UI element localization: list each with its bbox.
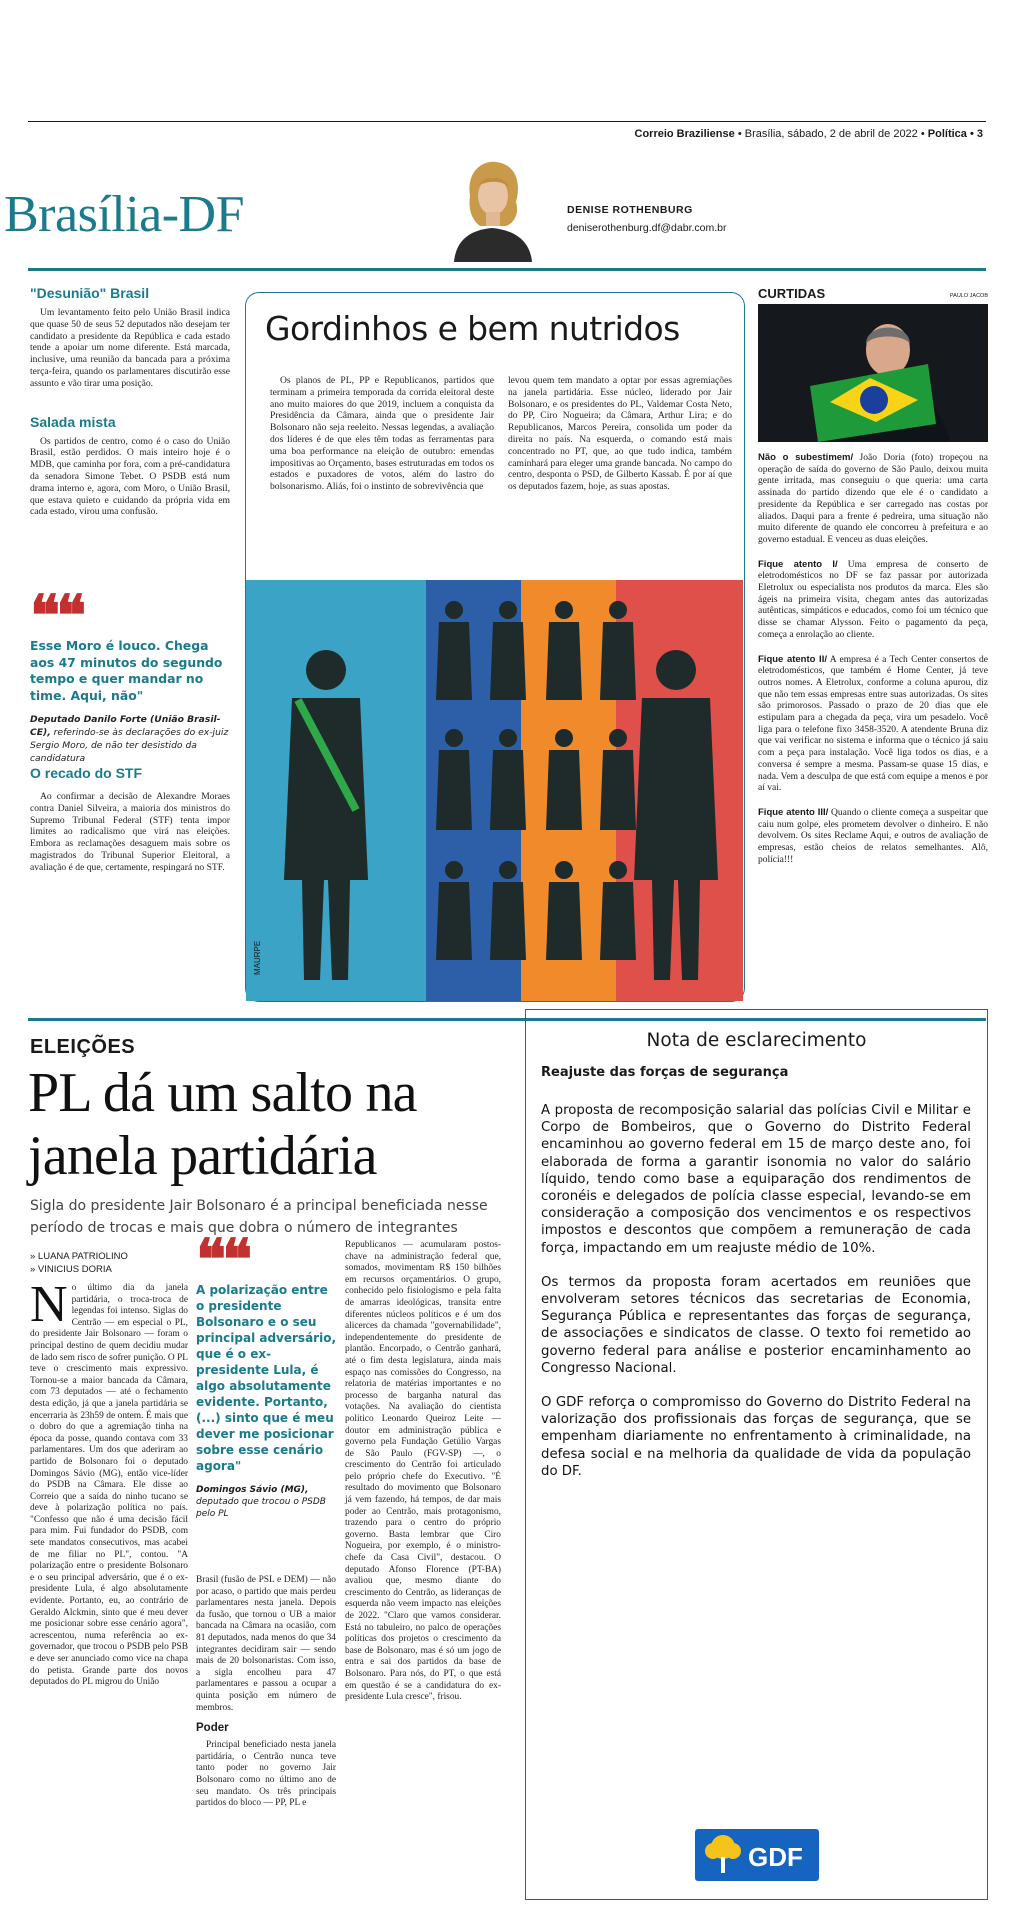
quote-marks-icon: ❝❝ bbox=[30, 583, 83, 649]
byline-1: » LUANA PATRIOLINO bbox=[30, 1251, 128, 1262]
article-quote-source-name: Domingos Sávio (MG), bbox=[196, 1485, 309, 1495]
curtida-4-text: Quando o cliente começa a suspeitar que caiu num golpe, eles prometem devolver o dinheiro. E não devolvem. Os sites Reclame Aqui, e outros de avaliação de empresas, estão cheios de relatos semelhantes. Alô, polícia!!! bbox=[758, 807, 989, 865]
article-quote-source bbox=[196, 1484, 336, 1520]
article-headline bbox=[28, 1062, 417, 1188]
curtida-1-lead: Não o subestimem/ bbox=[758, 452, 854, 463]
politicians-illustration bbox=[246, 580, 743, 1001]
feature-title: Gordinhos e bem nutridos bbox=[265, 309, 680, 348]
pull-quote-left bbox=[30, 583, 235, 766]
advert-paragraph-1: A proposta de recomposição salarial das polícias Civil e Militar e Corpo de Bombeiros, que o Governo do Distrito Federal encaminhou ao governo federal em 15 de março deste ano, foi elaborada de forma a garantir isonomia no valor do salário líquido, tendo como base a equiparação dos rendimentos de coronéis e delegados de polícia classe especial, levando-se em consideração a composição dos vencimentos e os respectivos impostos e descontos que compõem a remuneração de cada força, impactando em um reajuste médio de 10%. bbox=[541, 1103, 971, 1256]
curtida-1 bbox=[758, 452, 988, 547]
right-column bbox=[758, 286, 988, 867]
left-column bbox=[30, 285, 230, 518]
note-title-stf: O recado do STF bbox=[30, 765, 143, 781]
header-rule bbox=[28, 121, 986, 122]
columnist-name: DENISE ROTHENBURG bbox=[567, 204, 693, 216]
page-header bbox=[635, 128, 984, 140]
note-text-stf: Ao confirmar a decisão de Alexandre Moraes contra Daniel Silveira, a maioria dos ministros do Supremo Tribunal Federal (STF) tenta impor limites ao radicalismo que virá nas eleições. Embora as reclamações desaguem mais sobre os magistrados do Tribunal Superior Eleitoral, a avaliação é de que, certamente, respingará no STF. bbox=[30, 791, 230, 873]
article-col-2-text: Brasil (fusão de PSL e DEM) — não por acaso, o partido que mais perdeu parlamentares nesta janela. Depois da fusão, que tornou o UB a maior bancada na Câmara na ocasião, com 81 deputados, nada menos do que 34 integrantes decidiram sair — sendo mais de 20 bolsonaristas. Com isso, a sigla encolheu para 47 parlamentares e passou a ocupar a quinta posição em número de membros. bbox=[196, 1575, 336, 1713]
curtida-2-lead: Fique atento I/ bbox=[758, 558, 838, 570]
quote-source-desc: referindo-se às declarações do ex-juiz Sergio Moro, de não ter desistido da candidatura bbox=[30, 727, 229, 764]
article-col-1-text: o último dia da janela partidária, o troca-troca de legendas foi intenso. Siglas do Centrão — em especial o PL, do presidente Jair Bolsonaro — foram o principal destino de quem decidiu mudar de lado sem risco de sofrer punição. O PL teve o crescimento mais expressivo. Tornou-se a maior bancada da Câmara, com 73 deputados — até o fechamento desta edição, já que a janela partidária se encerraria às 23h59 de ontem. É mais que o dobro do que a agremiação tinha na época da posse, quando contava com 33 parlamentares. Um dos que aderiram ao partido de Bolsonaro foi o deputado Domingos Sávio (MG), então vice-líder do PSDB na Câmara. Ele disse ao Correio que a saída do ninho tucano se deve à polarização política no país. "Confesso que não é uma decisão fácil para mim. Fui fundador do PSDB, com sete mandatos consecutivos, mas acabei de me filiar no PL", contou. "A polarização entre o presidente Bolsonaro e o seu principal adversário, que é o ex-presidente Lula, é algo absolutamente evidente. Portanto, eu, ao contrário de Geraldo Alckmin, sinto que é meu dever me posicionar sobre esse cenário agora", acrescentou, numa referência ao ex-governador, que trocou o PSDB pelo PSB e deve ser anunciado como vice na chapa do petista. Grande parte dos novos deputados do PL migrou do União bbox=[30, 1283, 188, 1688]
doria-photo bbox=[758, 304, 988, 442]
article-deck: Sigla do presidente Jair Bolsonaro é a principal beneficiada nesse período de trocas e mais que dobra o número de integrantes bbox=[30, 1198, 488, 1236]
columnist-info bbox=[567, 204, 727, 234]
feature-text bbox=[270, 375, 732, 595]
newspaper-name: Correio Braziliense bbox=[634, 128, 735, 140]
column-title: Brasília-DF bbox=[4, 186, 245, 243]
page-number: • 3 bbox=[969, 128, 983, 140]
feature-col-1: Os planos de PL, PP e Republicanos, partidos que terminam a primeira temporada da corrida eleitoral deste ano muito maiores do que 2019, incluem a conquista da Presidência da Câmara, ainda que o presidente Jair Bolsonaro não seja reeleito. Nessas legendas, a avaliação dos líderes é de que eles têm todas as ferramentas para uma boa performance na eleição de outubro: emendas impositivas ao Orçamento, bases estruturadas em todos os estados e puxadores de votos, além do lastro do bolsonarismo. Aliás, foi o instinto de sobrevivência que bbox=[270, 375, 494, 493]
columnist-photo bbox=[440, 150, 545, 262]
section-name: Política bbox=[927, 128, 967, 140]
curtida-2 bbox=[758, 559, 988, 642]
curtida-4 bbox=[758, 807, 988, 867]
columnist-email[interactable]: deniserothenburg.df@dabr.com.br bbox=[567, 222, 727, 234]
article-col-1 bbox=[30, 1276, 188, 1689]
headline-line-2: janela partidária bbox=[28, 1125, 377, 1187]
article-quote-source-desc: deputado que trocou o PSDB pelo PL bbox=[196, 1497, 326, 1519]
curtidas-title: CURTIDAS bbox=[758, 286, 826, 301]
curtida-3-text: A empresa é a Tech Center consertos de eletrodomésticos, que também é Home Center, já teve outros nomes. A Eletrolux, conforme a coluna apurou, diz que não tem essas empresas entre suas autorizadas. Os sites são primorosos. Passado o prazo de 20 dias que ele estipulam para a chegada da peça, vira um pesadelo. Você liga para o telefone fixo 3458-3520. A atendente Bruna diz que vai verificar no sistema e informa que o técnico já saiu com a peça para instalação. Você liga todos os dias, e a conversa é sempre a mesma. Passam-se quase 15 dias, e nada. Vem a desculpa de que está com equipe a menos e por aí vai. bbox=[758, 654, 988, 794]
dropcap: N bbox=[30, 1276, 68, 1333]
quote-source-name: Deputado Danilo Forte (União Brasil-CE), bbox=[30, 714, 221, 739]
article-bylines bbox=[30, 1250, 128, 1276]
curtida-4-lead: Fique atento III/ bbox=[758, 806, 829, 818]
article-kicker: ELEIÇÕES bbox=[30, 1036, 136, 1058]
feature-col-2: levou quem tem mandato a optar por essas agremiações na janela partidária. Esse núcleo, liderado por Jair Bolsonaro, e os presidentes do PL, Valdemar Costa Neto, do PP, Ciro Nogueira; da Câmara, Arthur Lira; e do Republicanos, Marcos Pereira, consolida um poder da direita no país. Na esquerda, o comando está mais concentrado no PT, que, ao que tudo indica, também caminhará para eleger uma grande bancada. No campo do centro, desponta o PSD, de Gilberto Kassab. É por aí que os deputados fazem, hoje, as suas apostas. bbox=[508, 375, 732, 493]
article-subhead: Poder bbox=[196, 1722, 229, 1735]
illustrator-credit: MAURPE bbox=[253, 940, 262, 975]
photo-credit: PAULO JACOB bbox=[949, 293, 988, 299]
ipe-tree-icon bbox=[701, 1831, 745, 1879]
curtida-2-text: Uma empresa de conserto de eletrodomésticos no DF se faz passar por autorizada Eletrolux ou especialista nos produtos da marca. Eles são ágeis na primeira visita, chegam antes das autorizadas autênticas, simpáticos e educados, como foi um técnico que disse se chamar Alysson. Feito o pagamento da peça, começa a enrolação ao cliente. bbox=[758, 559, 989, 640]
note-title-desuniao: "Desunião" Brasil bbox=[30, 285, 150, 301]
column-rule bbox=[28, 268, 986, 271]
byline-2: » VINICIUS DORIA bbox=[30, 1264, 112, 1275]
advert-paragraph-2: Os termos da proposta foram acertados em reuniões que envolveram setores técnicos das secretarias de Economia, Segurança Pública e representantes das forças de segurança, de associações e sindicatos de classe. O texto foi remetido ao governo federal para análise e posterior encaminhamento ao Congresso Nacional. bbox=[541, 1274, 971, 1376]
curtida-1-text: João Doria (foto) tropeçou na operação de saída do governo de São Paulo, deixou muita gente irritada, mas conseguiu o que queria: uma carta assinada do partido dizendo que ele é o candidato a presidente da República e ser carregado nas costas por aliados. Daqui para a frente é pedreira, uma situação não muito diferente de quando ele concorreu à prefeitura e ao governo estadual. E venceu as duas eleições. bbox=[758, 453, 988, 545]
note-title-salada: Salada mista bbox=[30, 413, 116, 430]
curtida-3-lead: Fique atento II/ bbox=[758, 653, 827, 665]
advert-paragraph-3: O GDF reforça o compromisso do Governo do Distrito Federal na valorização dos profissionais das forças de segurança, que se empenham diariamente no enfrentamento à criminalidade, na defesa social e na melhoria da qualidade de vida da população do DF. bbox=[541, 1395, 971, 1479]
pull-quote-article bbox=[196, 1227, 337, 1520]
left-column-lower bbox=[30, 765, 230, 874]
quote-marks-icon: ❝❝ bbox=[196, 1227, 249, 1293]
gdf-logo-text: GDF bbox=[748, 1842, 803, 1872]
article-col-2b-text: Principal beneficiado nesta janela partidária, o Centrão nunca teve tanto poder no governo Jair Bolsonaro como no último ano de seu mandato. Os três principais partidos do bloco — PP, PL e bbox=[196, 1740, 336, 1809]
article-col-3-text: Republicanos — acumularam postos-chave na administração federal que, somados, movimentam R$ 150 bilhões em recursos orçamentários. O grupo, conhecido pelo fisiologismo e pela falta de amarras ideológicas, transita entre diferentes núcleos políticos e é um dos alicerces da chamada "governabilidade", independentemente do presidente de plantão. Encorpado, o Centrão ganhará, até o fim desta legislatura, ainda mais espaço nas comissões do Congresso, na relatoria de matérias importantes e no processo de barganha natural das votações. Na avaliação do cientista político Leonardo Queiroz Leite — doutor em administração pública e governo pela Fundação Getúlio Vargas de São Paulo (FGV-SP) —, o crescimento do Centrão foi articulado pelo próprio chefe do Executivo. "É resultado do movimento que Bolsonaro já vem fazendo, há tempos, de dar mais poder ao Centrão, mais protagonismo, trazendo para o centro do próprio governo. Basta lembrar que Ciro Nogueira, por exemplo, é o ministro-chefe da Casa Civil", destacou. O deputado Afonso Florence (PT-BA) avaliou que, mesmo diante do crescimento do Centrão, as lideranças de esquerda não veem impacto nas eleições de 2022. "Claro que vamos considerar. Está no tabuleiro, no palco de operações políticas dos projetos o crescimento da base de Bolsonaro, mas é só um jogo de entra e sai dos partidos da base de Bolsonaro. Para nós, do PT, o que está em questão é se a candidatura do ex-presidente Lula cresce", frisou. bbox=[345, 1240, 501, 1703]
article-quote-text: A polarização entre o presidente Bolsonaro e o seu principal adversário, que é o ex-presidente Lula, é algo absolutamente evidente. Portanto, (...) sinto que é meu dever me posicionar sobre esse cenário agora" bbox=[196, 1283, 337, 1473]
note-text-salada: Os partidos de centro, como é o caso do União Brasil, estão perdidos. O mais inteiro hoje é o MDB, que caminha por fora, com a pré-candidatura da senadora Simone Tebet. O PSDB está num drama interno e, agora, com Moro, o União Brasil, que estava quieto e cuidando da própria vida em cada estado, virou uma confusão. bbox=[30, 435, 230, 518]
quote-text: Esse Moro é louco. Chega aos 47 minutos do segundo tempo e quer mandar no time. Aqui, não" bbox=[30, 638, 223, 703]
dateline: • Brasília, sábado, 2 de abril de 2022 • bbox=[737, 128, 925, 140]
advert-body bbox=[541, 1102, 971, 1497]
article-col-3 bbox=[345, 1240, 501, 1704]
article-col-2 bbox=[196, 1575, 336, 1810]
curtida-3 bbox=[758, 654, 988, 795]
advert-subtitle: Reajuste das forças de segurança bbox=[541, 1065, 789, 1080]
advert-title: Nota de esclarecimento bbox=[646, 1030, 867, 1051]
quote-source bbox=[30, 714, 235, 765]
headline-line-1: PL dá um salto na bbox=[28, 1062, 417, 1124]
note-text-desuniao: Um levantamento feito pelo União Brasil indica que quase 50 de seus 52 deputados não desejam ter candidato a presidente da República e cada estado tende a apoiar um nome diferente. Está marcada, inclusive, uma reunião da bancada para a próxima terça-feira, quando os parlamentares discutirão esse assunto e vão tirar uma posição. bbox=[30, 307, 230, 389]
